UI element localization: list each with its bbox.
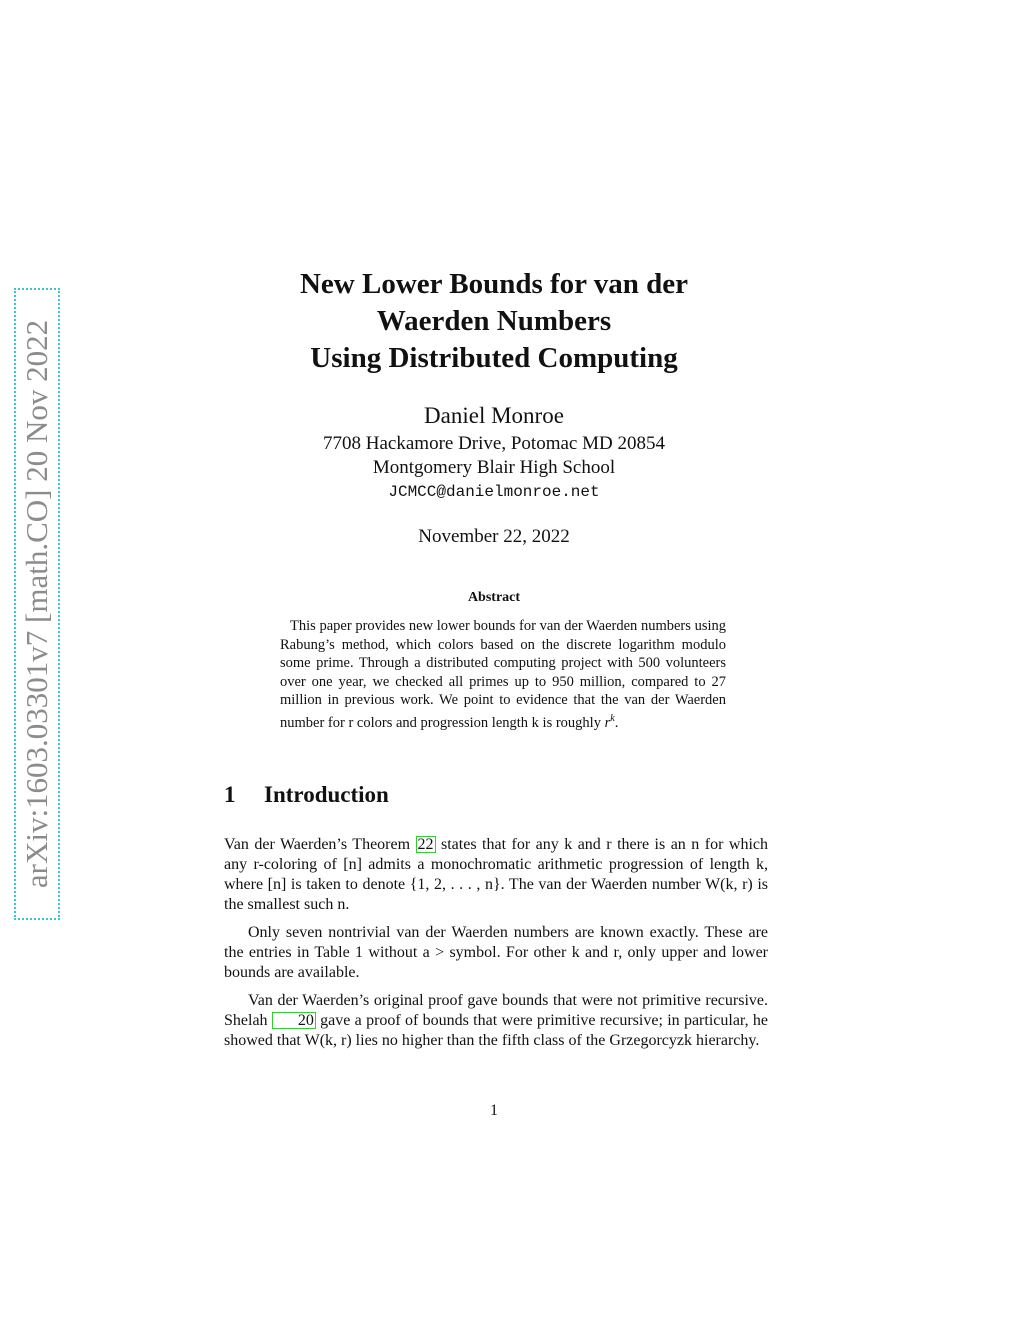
- author-school: Montgomery Blair High School: [372, 457, 616, 478]
- intro-paragraph-2: Only seven nontrivial van der Waerden numbers are known exactly. These are the entries in Table 1 without a > symbol. For other k and r, only upper and lower bounds are available.: [224, 924, 768, 981]
- author-affiliation: [220, 432, 768, 504]
- arxiv-identifier: arXiv:1603.03301v7 [math.CO] 20 Nov 2022: [19, 319, 54, 889]
- author-address: 7708 Hackamore Drive, Potomac MD 20854: [323, 433, 665, 454]
- title-line: New Lower Bounds for van der: [299, 268, 689, 300]
- section-number: 1: [224, 782, 236, 807]
- section-heading: [224, 782, 389, 808]
- paper-date: November 22, 2022: [418, 526, 570, 547]
- section-title: Introduction: [264, 782, 389, 807]
- citation-link[interactable]: 20: [272, 1012, 316, 1029]
- abstract-heading: Abstract: [467, 590, 521, 605]
- title-line: Using Distributed Computing: [310, 342, 678, 374]
- author-email[interactable]: JCMCC@danielmonroe.net: [388, 483, 600, 501]
- arxiv-stamp: [14, 288, 60, 920]
- abstract-text: This paper provides new lower bounds for van der Waerden numbers using Rabung’s method, which colors based on the discrete logarithm modulo some prime. Through a distributed computing project with 500 volunteers over one year, we checked all primes up to 950 million, compared to 27 million in previous work. We point to evidence that the van der Waerden number for r colors and progression length k is roughly $r^k$.: [280, 618, 726, 731]
- intro-paragraph-3: Van der Waerden’s original proof gave bounds that were not primitive recursive. Shelah 20 gave a proof of bounds that were primitive recursive; in particular, he showed that W(k, r) lies no higher than the fifth class of the Grzegorcyzk hierarchy.: [224, 992, 769, 1049]
- author-name: Daniel Monroe: [424, 403, 564, 428]
- citation-link[interactable]: 22: [417, 836, 434, 853]
- intro-paragraph-1: Van der Waerden’s Theorem 22 states that for any k and r there is an n for which any r-coloring of [n] admits a monochromatic arithmetic progression of length k, where [n] is taken to denote {1, 2, . . . , n}. The van der Waerden number W(k, r) is the smallest such n.: [224, 836, 769, 913]
- title-line: Waerden Numbers: [376, 305, 612, 337]
- page-number: 1: [490, 1102, 498, 1119]
- paper-title: [220, 266, 768, 377]
